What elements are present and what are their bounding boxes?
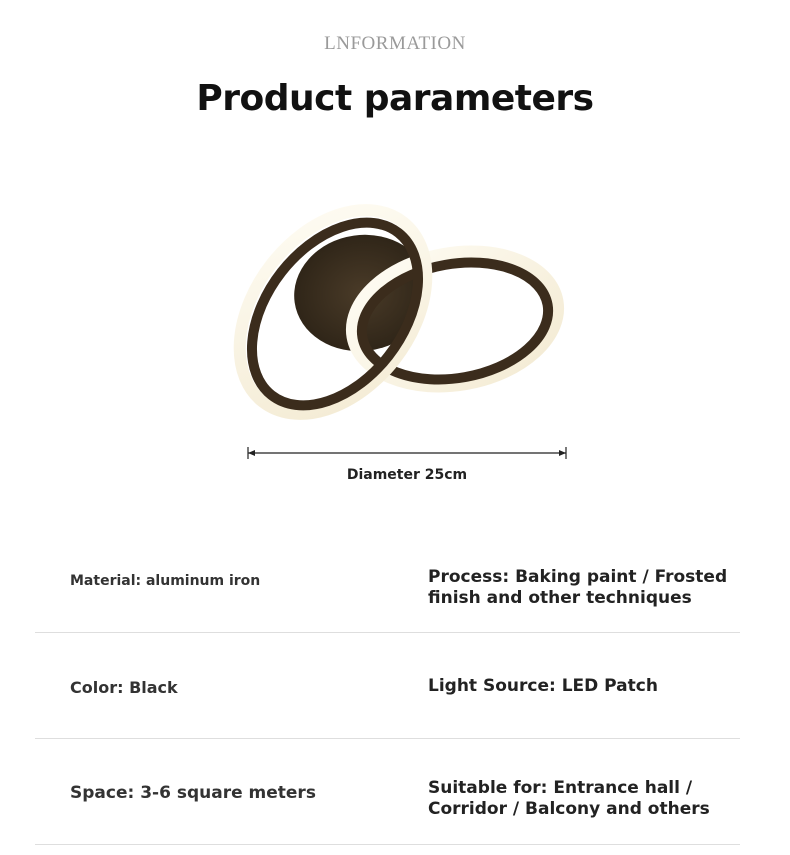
param-process: Process: Baking paint / Frosted finish and other techniques bbox=[428, 567, 728, 608]
dimension-line bbox=[246, 446, 568, 460]
param-light-source: Light Source: LED Patch bbox=[428, 676, 658, 696]
param-suitable-for: Suitable for: Entrance hall / Corridor / Balcony and others bbox=[428, 778, 710, 819]
param-color: Color: Black bbox=[70, 678, 178, 697]
dimension-label: Diameter 25cm bbox=[346, 467, 468, 483]
product-image bbox=[230, 190, 580, 450]
param-space: Space: 3-6 square meters bbox=[70, 783, 316, 803]
eyebrow-label: LNFORMATION bbox=[324, 33, 466, 54]
param-row bbox=[35, 633, 740, 739]
param-row bbox=[35, 739, 740, 845]
param-material: Material: aluminum iron bbox=[70, 573, 261, 589]
page-title: Product parameters bbox=[196, 78, 594, 119]
param-row bbox=[35, 530, 740, 633]
